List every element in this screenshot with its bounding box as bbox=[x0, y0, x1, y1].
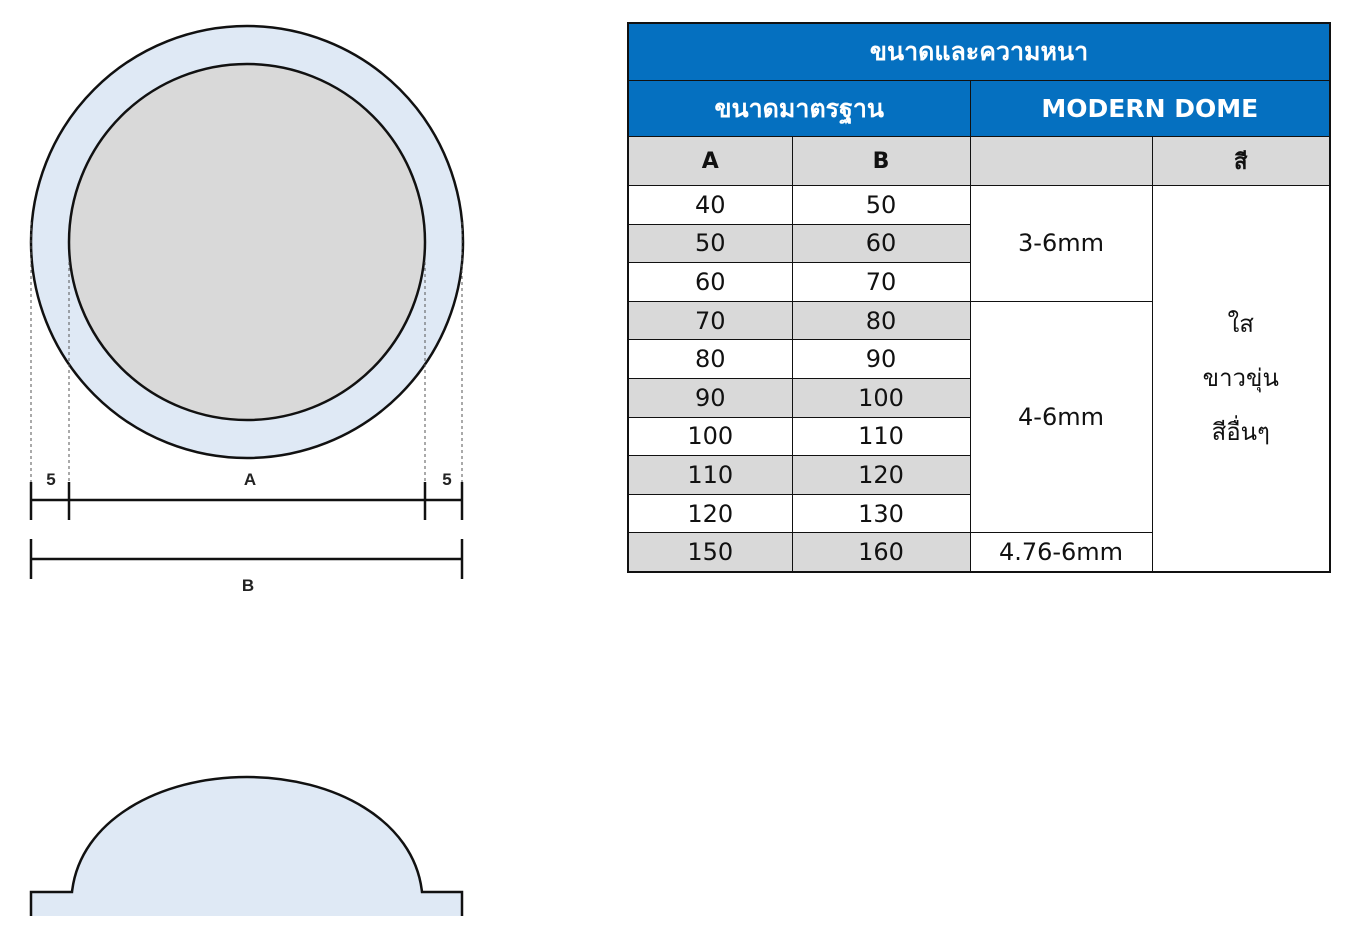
thickness-cell: 4.76-6mm bbox=[970, 533, 1152, 572]
table-row bbox=[628, 186, 1330, 225]
cell-a: 80 bbox=[628, 340, 792, 379]
thickness-cell: 4-6mm bbox=[970, 301, 1152, 533]
cell-a: 60 bbox=[628, 263, 792, 302]
cell-a: 70 bbox=[628, 301, 792, 340]
cell-a: 150 bbox=[628, 533, 792, 572]
dim-label-right-5: 5 bbox=[442, 470, 452, 489]
thickness-cell: 3-6mm bbox=[970, 186, 1152, 302]
cell-b: 100 bbox=[792, 378, 970, 417]
cell-b: 80 bbox=[792, 301, 970, 340]
dim-label-a: A bbox=[243, 470, 257, 489]
cell-a: 90 bbox=[628, 378, 792, 417]
cell-b: 110 bbox=[792, 417, 970, 456]
cell-a: 110 bbox=[628, 456, 792, 495]
size-thickness-table bbox=[627, 22, 1331, 573]
col-header-a: A bbox=[628, 137, 792, 186]
col-header-thickness bbox=[970, 137, 1152, 186]
cell-b: 120 bbox=[792, 456, 970, 495]
col-header-color: สี bbox=[1152, 137, 1330, 186]
color-options-cell bbox=[1152, 186, 1330, 572]
product-header: MODERN DOME bbox=[970, 81, 1330, 137]
cell-a: 50 bbox=[628, 224, 792, 263]
col-header-b: B bbox=[792, 137, 970, 186]
cell-a: 120 bbox=[628, 494, 792, 533]
cell-b: 50 bbox=[792, 186, 970, 225]
standard-size-header: ขนาดมาตรฐาน bbox=[628, 81, 970, 137]
cell-b: 70 bbox=[792, 263, 970, 302]
inner-disc bbox=[69, 64, 425, 420]
color-option: ขาวขุ่น bbox=[1202, 364, 1279, 393]
dome-diagram bbox=[0, 0, 600, 943]
cell-b: 130 bbox=[792, 494, 970, 533]
cell-b: 90 bbox=[792, 340, 970, 379]
dim-label-b: B bbox=[241, 576, 255, 595]
cell-b: 60 bbox=[792, 224, 970, 263]
color-option: สีอื่นๆ bbox=[1211, 418, 1270, 447]
dome-profile bbox=[31, 777, 462, 916]
color-option: ใส bbox=[1227, 310, 1254, 339]
cell-a: 100 bbox=[628, 417, 792, 456]
dimension-row-2 bbox=[31, 539, 462, 579]
cell-a: 40 bbox=[628, 186, 792, 225]
cell-b: 160 bbox=[792, 533, 970, 572]
dim-label-left-5: 5 bbox=[46, 470, 56, 489]
table-title: ขนาดและความหนา bbox=[628, 23, 1330, 81]
